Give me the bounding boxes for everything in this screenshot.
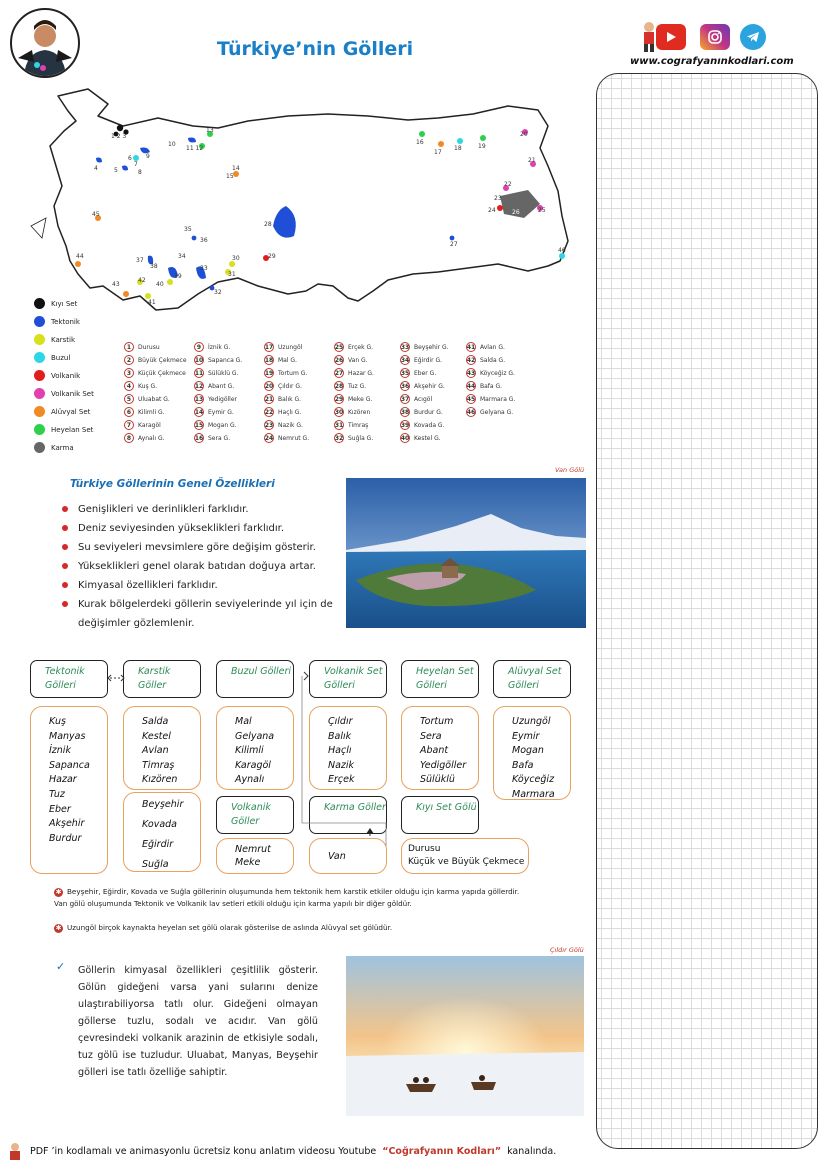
- legend-swatch: [34, 352, 45, 363]
- tektonik-list: [30, 706, 108, 874]
- list-item: 26 Van G.: [334, 356, 368, 364]
- svg-text:8: 8: [138, 169, 142, 176]
- svg-text:30: 30: [232, 255, 240, 262]
- svg-text:13: 13: [206, 127, 214, 134]
- svg-text:38: 38: [150, 263, 158, 270]
- turkey-lakes-map: [28, 86, 584, 336]
- list-item: 40 Kestel G.: [400, 434, 441, 442]
- list-item: Sapanca: [49, 759, 90, 771]
- svg-text:20: 20: [520, 131, 528, 138]
- list-item: Meke: [235, 857, 261, 868]
- list-item: 27 Hazar G.: [334, 369, 374, 377]
- lake-list: [124, 342, 524, 446]
- website-url[interactable]: www.cografyanınkodlari.com: [630, 56, 794, 67]
- list-item: 28 Tuz G.: [334, 382, 367, 390]
- svg-text:32: 32: [214, 289, 222, 296]
- list-item: Aynalı: [235, 774, 265, 786]
- list-item: Bafa: [512, 759, 534, 771]
- list-item: 19 Tortum G.: [264, 369, 308, 377]
- features-title: Türkiye Göllerinin Genel Özellikleri: [70, 478, 275, 490]
- list-item: Kovada: [142, 819, 177, 830]
- list-item: 6 Kilimli G.: [124, 407, 165, 417]
- list-item: 43 Köyceğiz G.: [466, 369, 515, 377]
- list-item: 5 Uluabat G.: [124, 394, 170, 404]
- svg-text:27: 27: [450, 241, 458, 248]
- list-item: 4 Kuş G.: [124, 381, 157, 391]
- list-item: 14 Eymir G.: [194, 408, 234, 416]
- list-item: 20 Çıldır G.: [264, 382, 302, 390]
- list-item: Nemrut: [235, 844, 271, 855]
- svg-text:39: 39: [174, 273, 182, 280]
- checkmark-icon: ✓: [56, 960, 66, 973]
- legend-item-karma: Karma: [34, 442, 74, 453]
- list-item: Mogan: [512, 745, 544, 757]
- svg-text:26: 26: [512, 209, 520, 216]
- list-item: Deniz seviyesinden yükseklikleri farklıdır.: [60, 519, 340, 538]
- star-icon: ✱: [55, 924, 62, 932]
- list-item: İznik: [49, 745, 71, 757]
- svg-text:9: 9: [146, 153, 150, 160]
- star-icon: ✱: [55, 888, 62, 896]
- list-item: Manyas: [49, 730, 86, 742]
- list-item: 23 Nazik G.: [264, 421, 303, 429]
- list-item: Suğla: [142, 859, 169, 870]
- list-item: 29 Meke G.: [334, 395, 373, 403]
- list-item: 13 Yedigöller: [194, 395, 238, 403]
- svg-text:40: 40: [156, 281, 164, 288]
- volkanik-set-header: Volkanik Set Gölleri: [309, 660, 387, 698]
- list-item: 25 Erçek G.: [334, 343, 374, 351]
- list-item: Çıldır: [328, 716, 353, 727]
- list-item: Sera: [420, 730, 442, 742]
- notes-grid-area[interactable]: [596, 73, 818, 1149]
- kiyi-set-list: [401, 838, 529, 874]
- list-item: 22 Haçlı G.: [264, 408, 302, 416]
- list-item: 36 Akşehir G.: [400, 382, 445, 390]
- list-item: 38 Burdur G.: [400, 408, 443, 416]
- van-lake-photo: [346, 478, 586, 628]
- svg-text:34: 34: [178, 253, 186, 260]
- list-item: 39 Kovada G.: [400, 421, 445, 429]
- list-item: Eymir: [512, 730, 540, 742]
- svg-text:37: 37: [136, 257, 144, 264]
- list-item: Balık: [328, 730, 352, 742]
- list-item: Sülüklü: [420, 774, 455, 786]
- svg-text:22: 22: [504, 181, 512, 188]
- heyelan-header: Heyelan Set Gölleri: [401, 660, 479, 698]
- list-item: 41 Avlan G.: [466, 343, 505, 351]
- legend-swatch: [34, 298, 45, 309]
- list-item: Van: [328, 851, 346, 862]
- photo-caption-cildir: Çıldır Gölü: [550, 946, 584, 954]
- list-item: Su seviyeleri mevsimlere göre değişim gösterir.: [60, 538, 340, 557]
- mascot-icon: [6, 1142, 24, 1160]
- svg-text:46: 46: [558, 247, 566, 254]
- svg-text:10: 10: [168, 141, 176, 148]
- list-item: Burdur: [49, 832, 82, 844]
- list-item: 21 Balık G.: [264, 395, 302, 403]
- legend-swatch: [34, 388, 45, 399]
- connector-arrows: [100, 668, 400, 868]
- list-item: 42 Salda G.: [466, 356, 506, 364]
- list-item: Durusu: [408, 844, 441, 854]
- svg-text:35: 35: [184, 226, 192, 233]
- karstik-header: Karstik Göller: [123, 660, 201, 698]
- list-item: 15 Mogan G.: [194, 421, 237, 429]
- legend-item-tektonik: Tektonik: [34, 316, 80, 327]
- cildir-lake-photo: [346, 956, 584, 1116]
- list-item: Kestel: [142, 730, 171, 742]
- svg-text:42: 42: [138, 277, 146, 284]
- kiyi-set-header: Kıyı Set Gölü: [401, 796, 479, 834]
- features-list: [60, 500, 340, 633]
- footer-text: PDF ’in kodlamalı ve animasyonlu ücretsiz konu anlatım videosu Youtube: [30, 1145, 377, 1157]
- svg-text:17: 17: [434, 149, 442, 156]
- list-item: 2 Büyük Çekmece: [124, 355, 187, 365]
- legend-swatch: [34, 406, 45, 417]
- aluvyal-header: Alüvyal Set Gölleri: [493, 660, 571, 698]
- svg-text:45: 45: [92, 211, 100, 218]
- list-item: Yükseklikleri genel olarak batıdan doğuya artar.: [60, 557, 340, 576]
- legend-item-aluvyal-set: Alüvyal Set: [34, 406, 90, 417]
- list-item: Hazar: [49, 774, 77, 786]
- list-item: 3 Küçük Çekmece: [124, 368, 186, 378]
- avatar: [10, 8, 80, 78]
- tektonik-header: Tektonik Gölleri: [30, 660, 108, 698]
- page-title: Türkiye’nin Gölleri: [216, 38, 414, 60]
- svg-text:1 2 3: 1 2 3: [111, 133, 127, 140]
- karma-header: Karma Göller: [309, 796, 387, 834]
- list-item: 1 Durusu: [124, 342, 160, 352]
- svg-text:18: 18: [454, 145, 462, 152]
- list-item: 37 Acıgöl: [400, 395, 433, 403]
- list-item: 7 Karagöl: [124, 420, 161, 430]
- list-item: Uzungöl: [512, 716, 551, 727]
- list-item: 30 Kızören: [334, 408, 371, 416]
- list-item: 34 Eğirdir G.: [400, 356, 443, 364]
- list-item: Timraş: [142, 759, 175, 771]
- legend-swatch: [34, 424, 45, 435]
- youtube-icon[interactable]: [656, 24, 686, 50]
- list-item: 17 Uzungöl: [264, 343, 303, 351]
- list-item: 31 Timraş: [334, 421, 369, 429]
- photo-caption-van: Van Gölü: [555, 466, 585, 474]
- legend-item-kiyi-set: Kıyı Set: [34, 298, 77, 309]
- list-item: 32 Suğla G.: [334, 434, 374, 442]
- list-item: Tuz: [49, 788, 65, 800]
- svg-text:23: 23: [494, 195, 502, 202]
- svg-text:16: 16: [416, 139, 424, 146]
- list-item: 46 Gelyana G.: [466, 408, 514, 416]
- svg-text:44: 44: [76, 253, 84, 260]
- list-item: Haçlı: [328, 745, 352, 757]
- list-item: Avlan: [142, 745, 169, 757]
- legend-item-buzul: Buzul: [34, 352, 70, 363]
- legend-item-volkanik-set: Volkanik Set: [34, 388, 94, 399]
- heyelan-list: [401, 706, 479, 790]
- list-item: 9 İznik G.: [194, 342, 230, 352]
- telegram-icon[interactable]: [740, 24, 766, 50]
- youtube-channel-link[interactable]: “Coğrafyanın Kodları”: [382, 1145, 502, 1157]
- list-item: Genişlikleri ve derinlikleri farklıdır.: [60, 500, 340, 519]
- list-item: 35 Eber G.: [400, 369, 437, 377]
- svg-text:29: 29: [268, 253, 276, 260]
- list-item: Marmara: [512, 788, 555, 800]
- svg-text:24: 24: [488, 207, 496, 214]
- svg-text:33: 33: [200, 265, 208, 272]
- list-item: Akşehir: [49, 818, 85, 830]
- list-item: Kilimli: [235, 745, 264, 757]
- legend-swatch: [34, 316, 45, 327]
- svg-text:7: 7: [134, 161, 138, 168]
- list-item: Kurak bölgelerdeki göllerin seviyelerinde yıl için de değişimler gözlemlenir.: [60, 595, 340, 633]
- list-item: Mal: [235, 716, 252, 727]
- footer-suffix: kanalında.: [507, 1145, 557, 1157]
- aluvyal-list: [493, 706, 571, 800]
- footer: [6, 1142, 556, 1160]
- list-item: Kimyasal özellikleri farklıdır.: [60, 576, 340, 595]
- buzul-header: Buzul Gölleri: [216, 660, 294, 698]
- svg-text:43: 43: [112, 281, 120, 288]
- svg-text:5: 5: [114, 167, 118, 174]
- list-item: 16 Sera G.: [194, 434, 231, 442]
- list-item: 10 Sapanca G.: [194, 356, 243, 364]
- legend-swatch: [34, 334, 45, 345]
- legend-swatch: [34, 442, 45, 453]
- svg-text:6: 6: [128, 155, 132, 162]
- legend-item-karstik: Karstik: [34, 334, 75, 345]
- list-item: Kızören: [142, 774, 178, 786]
- list-item: 12 Abant G.: [194, 382, 235, 390]
- list-item: 11 Sülüklü G.: [194, 369, 239, 377]
- note-karma: ✱ Beyşehir, Eğirdir, Kovada ve Suğla göllerinin oluşumunda hem tektonik hem karstik etkiler olduğu için karma yapıda göllerdir. Van gölü oluşumunda Tektonik ve Volkanik lav setleri etkili olduğu için karma yapılı bir diğer göldür.: [54, 887, 520, 908]
- svg-text:41: 41: [148, 299, 156, 306]
- legend-item-volkanik: Volkanik: [34, 370, 80, 381]
- list-item: Yedigöller: [420, 759, 467, 771]
- legend-item-heyelan-set: Heyelan Set: [34, 424, 93, 435]
- list-item: Küçük ve Büyük Çekmece: [408, 857, 525, 867]
- svg-text:25: 25: [538, 207, 546, 214]
- list-item: 45 Marmara G.: [466, 395, 516, 403]
- svg-text:15: 15: [226, 173, 234, 180]
- list-item: Köyceğiz: [512, 774, 555, 786]
- svg-text:28: 28: [264, 221, 272, 228]
- svg-text:4: 4: [94, 165, 98, 172]
- svg-text:14: 14: [232, 165, 240, 172]
- list-item: Kuş: [49, 716, 66, 727]
- list-item: Eber: [49, 803, 71, 815]
- instagram-icon[interactable]: [700, 24, 730, 50]
- svg-text:36: 36: [200, 237, 208, 244]
- list-item: Eğirdir: [142, 839, 174, 850]
- list-item: Beyşehir: [142, 799, 184, 810]
- svg-text:21: 21: [528, 157, 536, 164]
- list-item: Erçek: [328, 774, 355, 786]
- list-item: Karagöl: [235, 759, 271, 771]
- list-item: 24 Nemrut G.: [264, 434, 310, 442]
- svg-text:19: 19: [478, 143, 486, 150]
- svg-text:31: 31: [228, 271, 236, 278]
- list-item: Nazik: [328, 759, 355, 771]
- list-item: Tortum: [420, 716, 454, 727]
- list-item: 44 Bafa G.: [466, 382, 503, 390]
- list-item: 18 Mal G.: [264, 356, 297, 364]
- list-item: Gelyana: [235, 730, 275, 742]
- legend-swatch: [34, 370, 45, 381]
- list-item: Abant: [420, 745, 449, 757]
- list-item: Salda: [142, 716, 169, 727]
- note-uzungol: ✱ Uzungöl birçok kaynakta heyelan set gölü olarak gösterilse de aslında Alüvyal set gölüdür.: [55, 923, 393, 932]
- chemistry-text: Göllerin kimyasal özellikleri çeşitlilik gösterir. Gölün gideğeni varsa yani sularını denize ulaştırabiliyorsa tatlı olur. Gideğeni olmayan göllerse tuzlu, sodalı ve acıdır. Van gölü çevresindeki volkanik arazinin de etkisiyle sodalı, tuz gölü ise tuzludur. Uluabat, Manyas, Beyşehir gölleri ise tatlı özelliğe sahiptir.: [78, 965, 318, 1078]
- list-item: 33 Beyşehir G.: [400, 343, 449, 351]
- svg-text:11 12: 11 12: [186, 145, 204, 152]
- list-item: 8 Aynalı G.: [124, 433, 165, 443]
- volkanik-header: Volkanik Göller: [216, 796, 294, 834]
